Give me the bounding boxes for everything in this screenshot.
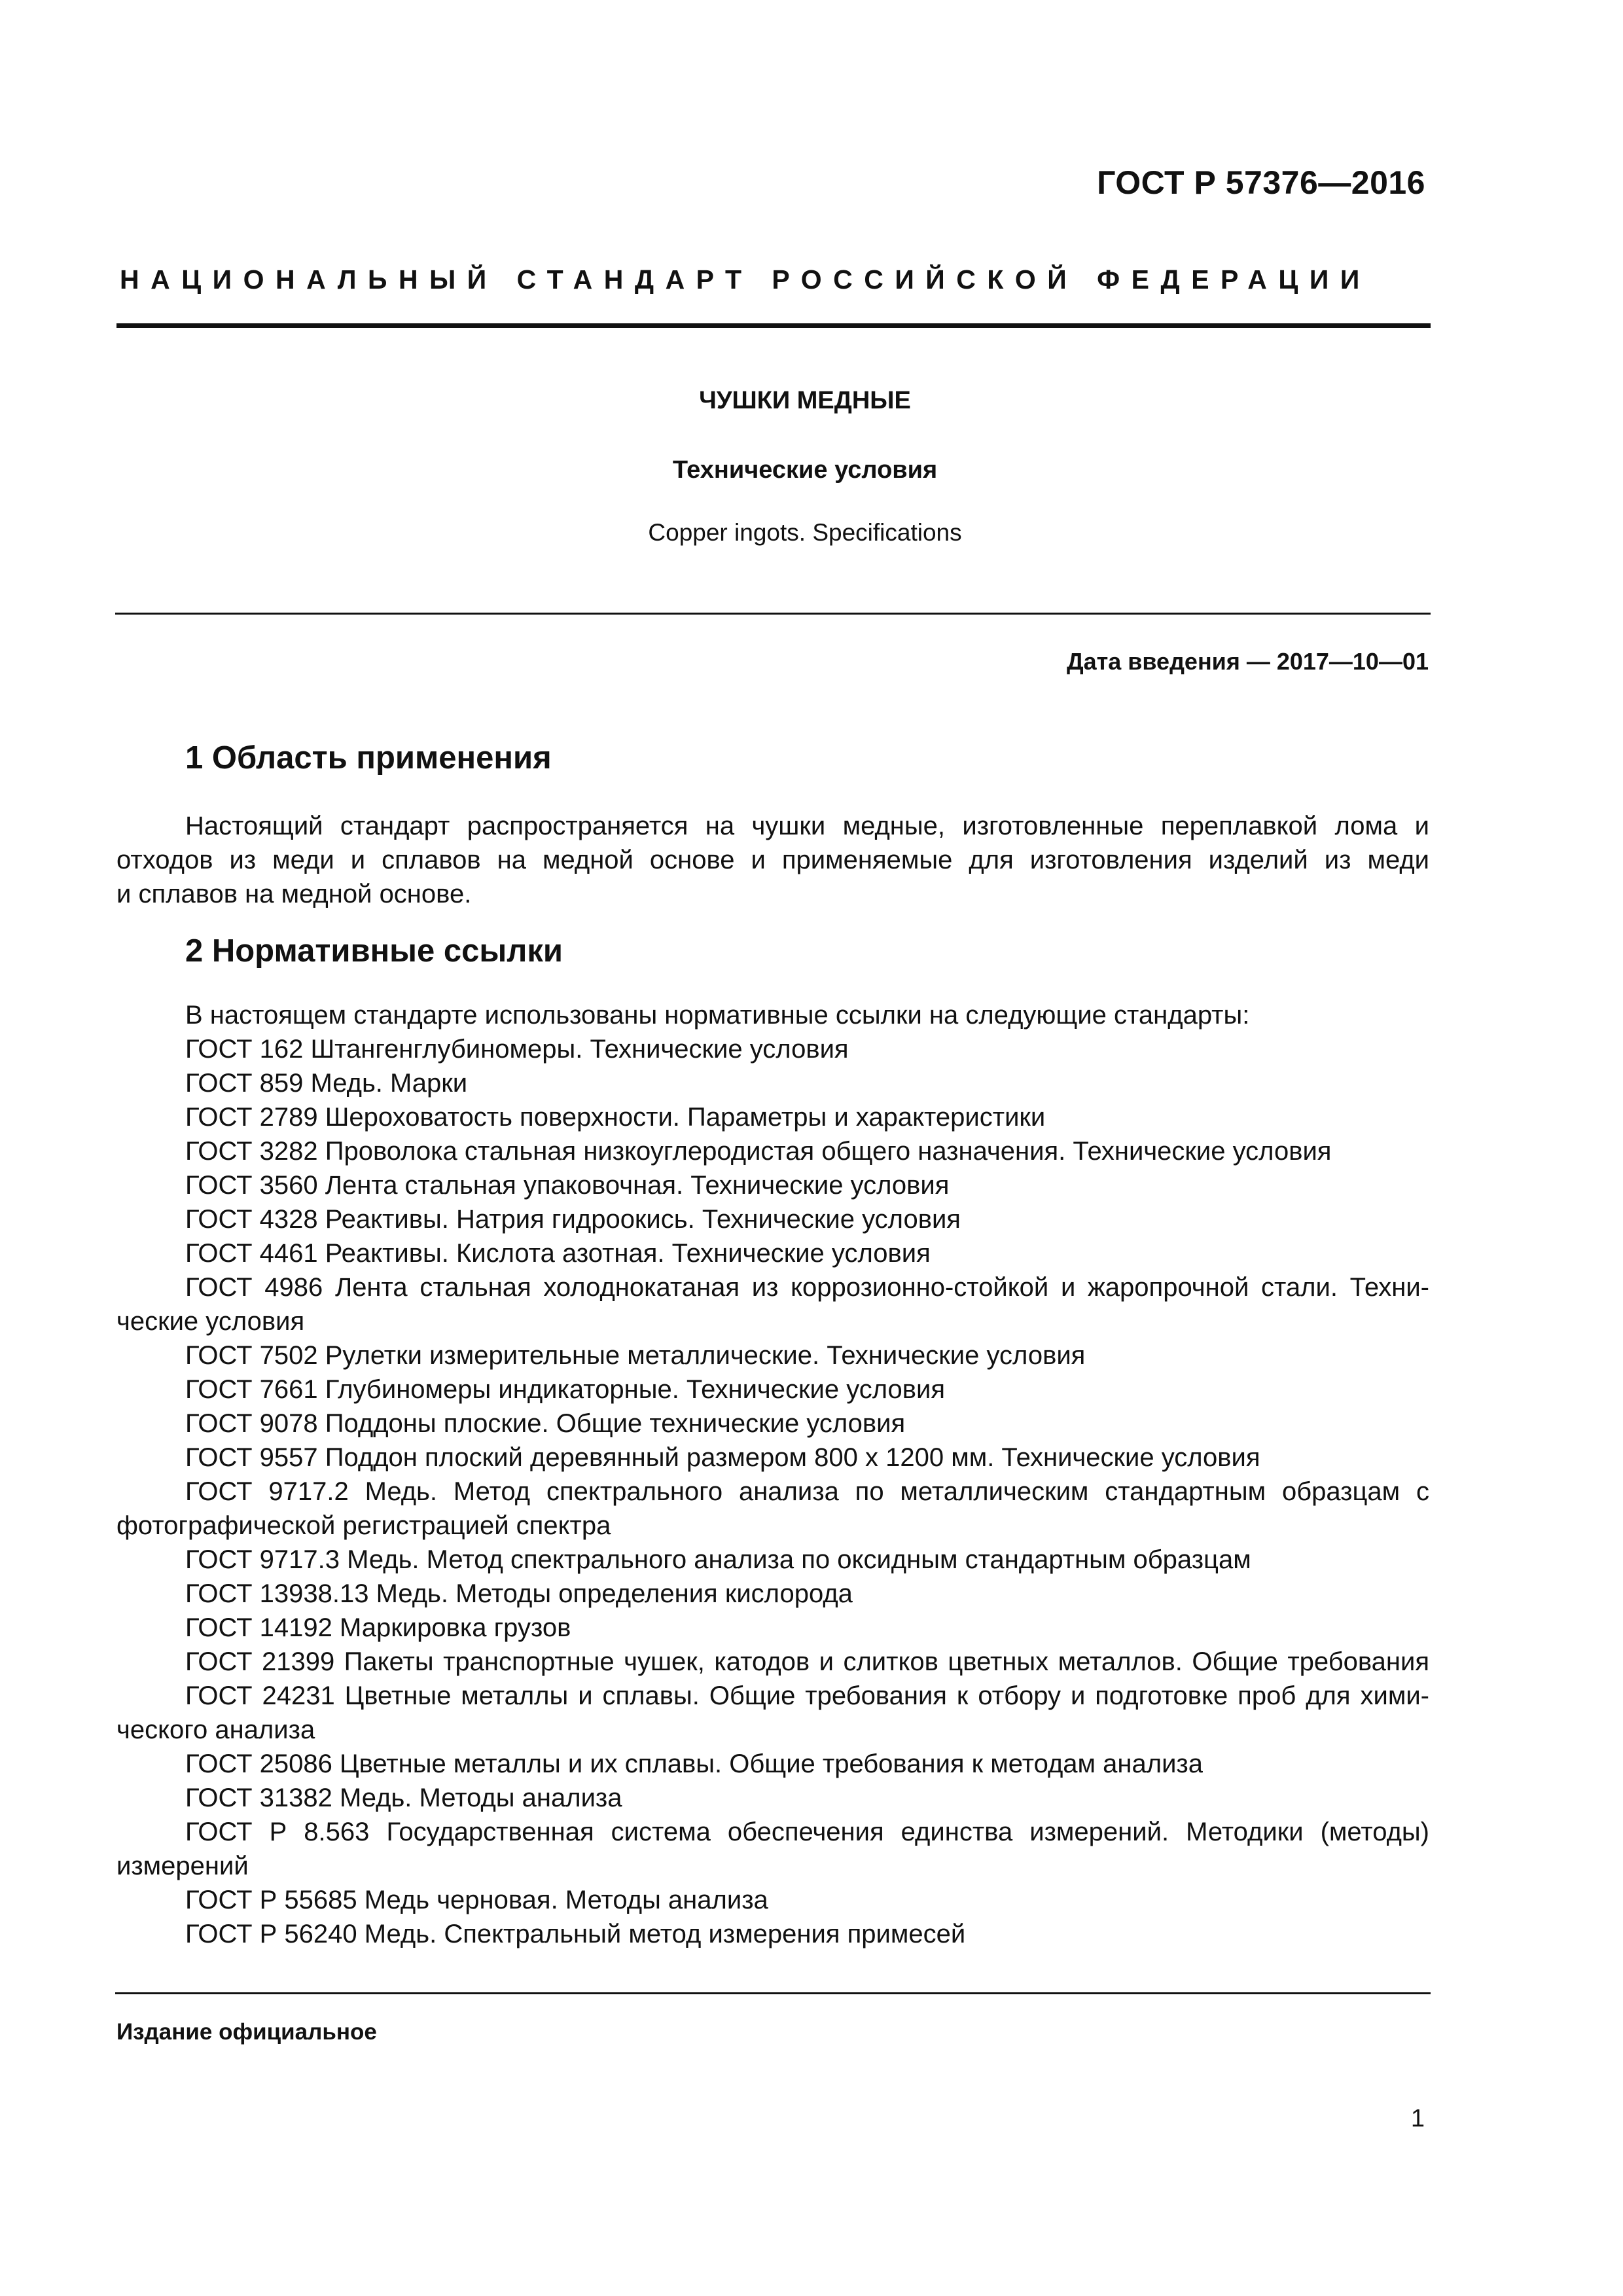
reference-item-continuation: фотографической регистрацией спектра xyxy=(116,1511,611,1540)
document-subtitle: Технические условия xyxy=(672,456,938,484)
reference-item-continuation: измерений xyxy=(116,1852,249,1880)
reference-item: ГОСТ 4461 Реактивы. Кислота азотная. Технические условия xyxy=(185,1239,931,1268)
reference-item: ГОСТ 3282 Проволока стальная низкоуглеродистая общего назначения. Технические условия xyxy=(185,1137,1332,1166)
header-divider xyxy=(116,323,1431,328)
reference-item: ГОСТ 7502 Рулетки измерительные металлические. Технические условия xyxy=(185,1341,1086,1370)
reference-item: ГОСТ Р 55685 Медь черновая. Методы анализа xyxy=(185,1886,768,1914)
document-english-title: Copper ingots. Specifications xyxy=(648,519,962,546)
reference-item: ГОСТ 9078 Поддоны плоские. Общие технические условия xyxy=(185,1409,906,1438)
reference-item: ГОСТ 9717.2 Медь. Метод спектрального анализа по металлическим стандартным образцам с xyxy=(185,1477,1429,1506)
paragraph-line: отходов из меди и сплавов на медной основе и применяемые для изготовления изделий из меди xyxy=(116,846,1429,874)
document-title: ЧУШКИ МЕДНЫЕ xyxy=(699,387,911,414)
reference-item: ГОСТ 21399 Пакеты транспортные чушек, катодов и слитков цветных металлов. Общие требования xyxy=(185,1647,1429,1676)
standard-code: ГОСТ Р 57376—2016 xyxy=(1097,164,1425,201)
paragraph-line: Настоящий стандарт распространяется на чушки медные, изготовленные переплавкой лома и xyxy=(185,812,1429,840)
reference-item: ГОСТ 14192 Маркировка грузов xyxy=(185,1613,571,1642)
paragraph-line: и сплавов на медной основе. xyxy=(116,880,472,908)
reference-item: ГОСТ 24231 Цветные металлы и сплавы. Общие требования к отбору и подготовке проб для хими- xyxy=(185,1681,1429,1710)
reference-item: ГОСТ 13938.13 Медь. Методы определения кислорода xyxy=(185,1579,853,1608)
references-intro: В настоящем стандарте использованы нормативные ссылки на следующие стандарты: xyxy=(185,1001,1250,1030)
reference-item: ГОСТ 25086 Цветные металлы и их сплавы. Общие требования к методам анализа xyxy=(185,1749,1203,1778)
reference-item: ГОСТ 7661 Глубиномеры индикаторные. Технические условия xyxy=(185,1375,946,1404)
introduction-date: Дата введения — 2017—10—01 xyxy=(1066,648,1429,675)
reference-item: ГОСТ 4986 Лента стальная холоднокатаная из коррозионно-стойкой и жаропрочной стали. Техни- xyxy=(185,1273,1429,1302)
reference-item-continuation: ческого анализа xyxy=(116,1715,315,1744)
references-list xyxy=(116,998,1429,1951)
section-heading-references: 2 Нормативные ссылки xyxy=(185,933,563,969)
official-edition-label: Издание официальное xyxy=(116,2019,377,2045)
footer-divider xyxy=(115,1992,1431,1994)
page-number: 1 xyxy=(1410,2105,1425,2132)
reference-item: ГОСТ Р 8.563 Государственная система обеспечения единства измерений. Методики (методы) xyxy=(185,1818,1429,1846)
reference-item: ГОСТ 162 Штангенглубиномеры. Технические условия xyxy=(185,1035,849,1064)
section-heading-scope: 1 Область применения xyxy=(185,740,552,776)
reference-item: ГОСТ 9557 Поддон плоский деревянный размером 800 х 1200 мм. Технические условия xyxy=(185,1443,1260,1472)
scope-paragraph xyxy=(116,809,1429,911)
reference-item: ГОСТ 4328 Реактивы. Натрия гидроокись. Технические условия xyxy=(185,1205,961,1234)
title-divider xyxy=(115,613,1431,615)
reference-item: ГОСТ 2789 Шероховатость поверхности. Параметры и характеристики xyxy=(185,1103,1046,1132)
reference-item-continuation: ческие условия xyxy=(116,1307,305,1336)
reference-item: ГОСТ Р 56240 Медь. Спектральный метод измерения примесей xyxy=(185,1920,966,1948)
reference-item: ГОСТ 859 Медь. Марки xyxy=(185,1069,468,1098)
reference-item: ГОСТ 31382 Медь. Методы анализа xyxy=(185,1784,622,1812)
reference-item: ГОСТ 3560 Лента стальная упаковочная. Технические условия xyxy=(185,1171,950,1200)
reference-item: ГОСТ 9717.3 Медь. Метод спектрального анализа по оксидным стандартным образцам xyxy=(185,1545,1251,1574)
national-standard-title: НАЦИОНАЛЬНЫЙ СТАНДАРТ РОССИЙСКОЙ ФЕДЕРАЦИИ xyxy=(120,264,1371,295)
